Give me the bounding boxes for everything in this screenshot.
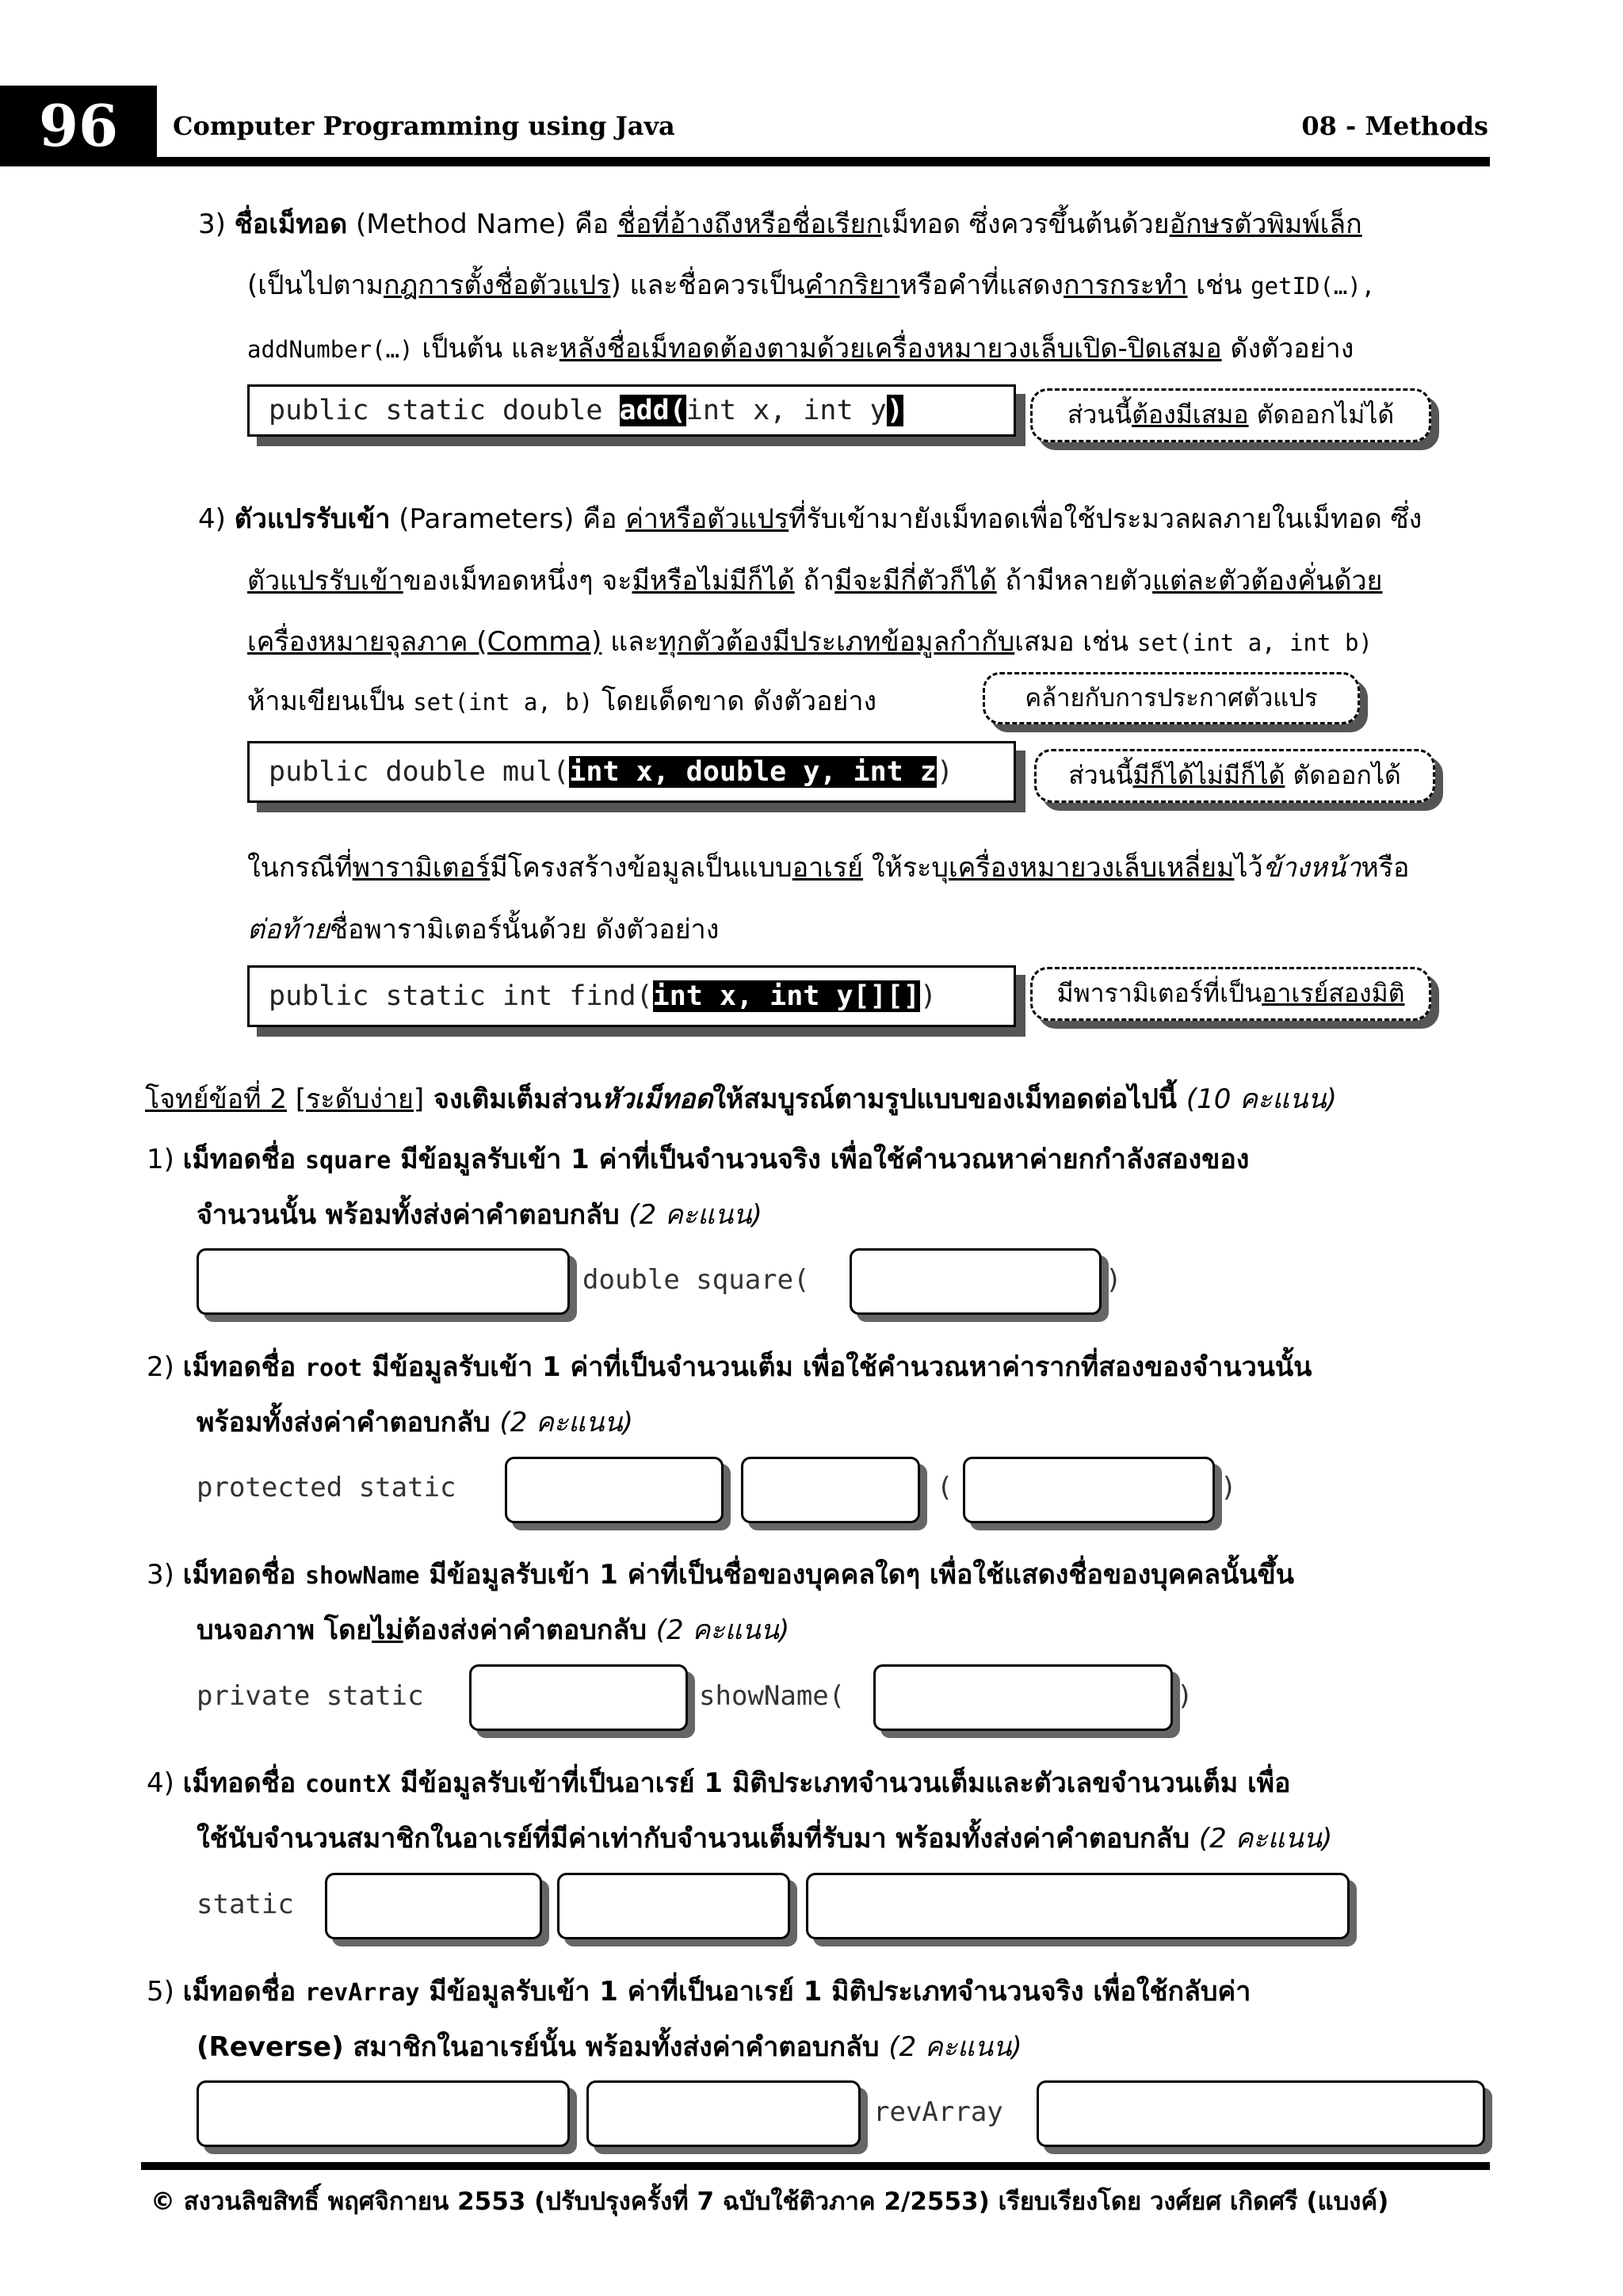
item4-underline: ทุกตัวต้องมีประเภทข้อมูลกำกับ: [659, 626, 1015, 658]
q5-line1: [147, 1972, 1251, 2013]
item4-en: (Parameters): [399, 503, 575, 535]
q3-return-type-input[interactable]: [469, 1664, 688, 1731]
q2-code-modifiers: protected static: [197, 1472, 456, 1503]
method-name: revArray: [305, 1979, 420, 2007]
question-text: ต้องส่งค่าคำตอบกลับ: [403, 1614, 656, 1646]
item3-text: เช่น: [1187, 269, 1251, 301]
question-score: (2 คะแนน): [499, 1407, 633, 1438]
method-name: square: [305, 1147, 391, 1175]
q1-code-method: double square(: [582, 1264, 810, 1296]
para-text: ในกรณีที่: [247, 852, 353, 884]
q1-parameter-input[interactable]: [850, 1248, 1102, 1315]
item4-line2: [247, 561, 1382, 601]
callout-underline: ต้องมีเสมอ: [1132, 399, 1249, 430]
question-text: พร้อมทั้งส่งค่าคำตอบกลับ: [197, 1407, 500, 1438]
item3-title: ชื่อเม็ทอด: [234, 208, 348, 240]
chapter-title: 08 - Methods: [1301, 111, 1488, 141]
question-number: 1): [147, 1144, 174, 1175]
item4-underline: มีหรือไม่มีก็ได้: [632, 565, 795, 597]
question-score: (2 คะแนน): [1198, 1823, 1333, 1855]
question-text: มีข้อมูลรับเข้า 1 ค่าที่เป็นจำนวนเต็ม เพื่อใช้คำนวณหาค่ารากที่สองของจำนวนนั้น: [362, 1351, 1312, 1383]
question-text: เม็ทอดชื่อ: [182, 1559, 305, 1591]
code-text: int x, int y: [685, 395, 887, 426]
q3-line2: [197, 1610, 789, 1650]
code-example-find: [247, 965, 1016, 1027]
item4-text: ของเม็ทอดหนึ่งๆ จะ: [403, 565, 632, 597]
q4-line1: [147, 1763, 1290, 1805]
q2-line1: [147, 1347, 1312, 1389]
callout-text: มีพารามิเตอร์ที่เป็น: [1056, 978, 1262, 1008]
callout-text: ตัดออกไม่ได้: [1248, 399, 1395, 430]
code-text: public static int find(: [269, 980, 653, 1012]
code-text: ): [936, 756, 953, 788]
code-highlight: add(: [619, 395, 686, 426]
question-text: มีข้อมูลรับเข้า 1 ค่าที่เป็นอาเรย์ 1 มิติประเภทจำนวนจริง เพื่อใช้กลับค่า: [419, 1976, 1251, 2008]
item4-text: ถ้า: [794, 565, 835, 597]
item4-text: และ: [601, 626, 659, 658]
callout-variable-declaration: [983, 672, 1360, 724]
para-text: ให้ระบุ: [863, 852, 949, 884]
question-underline: ไม่: [372, 1614, 403, 1646]
callout-text: คล้ายกับการประกาศตัวแปร: [1025, 684, 1318, 712]
item4-text: ที่รับเข้ามายังเม็ทอดเพื่อใช้ประมวลผลภายในเม็ทอด ซึ่ง: [789, 503, 1423, 535]
question-number: 2): [147, 1351, 174, 1383]
q4-code-modifier: static: [197, 1889, 294, 1920]
question-number: 3): [147, 1559, 174, 1591]
para-text: หรือ: [1361, 852, 1410, 884]
question-text: จำนวนนั้น พร้อมทั้งส่งค่าคำตอบกลับ: [197, 1199, 629, 1231]
header-rule: [157, 157, 1490, 166]
para-underline: เครื่องหมายวงเล็บเหลี่ยม: [949, 852, 1235, 884]
item3-underline: หลังชื่อเม็ทอดต้องตามด้วยเครื่องหมายวงเล็บเปิด-ปิดเสมอ: [559, 333, 1222, 365]
code-example-add: [247, 384, 1016, 437]
item4-underline: ตัวแปรรับเข้า: [247, 565, 403, 597]
item4-line1: [198, 499, 1422, 539]
callout-required: [1030, 388, 1431, 442]
item3-underline: อักษรตัวพิมพ์เล็ก: [1169, 208, 1362, 240]
question-text: มีข้อมูลรับเข้า 1 ค่าที่เป็นชื่อของบุคคลใดๆ เพื่อใช้แสดงชื่อของบุคคลนั้นขึ้น: [419, 1559, 1295, 1591]
q5-parameters-input[interactable]: [1037, 2080, 1485, 2147]
exercise-score: (10 คะแนน): [1186, 1083, 1337, 1115]
item3-line2: [247, 266, 1375, 306]
footer-copyright: © สงวนลิขสิทธิ์ พฤศจิกายน 2553 (ปรับปรุงครั้งที่ 7 ฉบับใช้ติวภาค 2/2553) เรียบเรียงโดย วงศ์ยศ เกิดศรี (แบงค์): [151, 2187, 1389, 2216]
item4-text: คือ: [574, 503, 626, 535]
item3-text: ) และชื่อควรเป็น: [610, 269, 805, 301]
item3-en: (Method Name): [355, 208, 567, 240]
code-highlight: ): [886, 395, 903, 426]
exercise-italic: หัวเม็ทอด: [601, 1083, 713, 1115]
q2-method-name-input[interactable]: [741, 1457, 920, 1523]
item3-text: (เป็นไปตาม: [247, 269, 384, 301]
item4-title: ตัวแปรรับเข้า: [234, 503, 391, 535]
callout-text: ส่วนนี้: [1067, 399, 1132, 430]
q2-parameter-input[interactable]: [963, 1457, 1215, 1523]
question-score: (2 คะแนน): [888, 2031, 1022, 2063]
q1-code-close: ): [1106, 1264, 1122, 1296]
item4-number: 4): [198, 503, 226, 535]
callout-underline: อาเรย์สองมิติ: [1262, 978, 1405, 1008]
item4-text: ห้ามเขียนเป็น: [247, 686, 414, 717]
q1-return-type-input[interactable]: [197, 1248, 570, 1315]
item3-text: หรือคำที่แสดง: [899, 269, 1064, 301]
callout-text: ตัดออกได้: [1285, 760, 1401, 790]
para-underline: อาเรย์: [792, 852, 864, 884]
para-underline: พารามิเตอร์: [352, 852, 491, 884]
exercise-text: จงเติมเต็มส่วน: [424, 1083, 601, 1115]
method-name: countX: [305, 1771, 391, 1798]
question-score: (2 คะแนน): [655, 1614, 790, 1646]
para-text: ชื่อพารามิเตอร์นั้นด้วย ดังตัวอย่าง: [329, 914, 720, 946]
question-text: มีข้อมูลรับเข้าที่เป็นอาเรย์ 1 มิติประเภทจำนวนเต็มและตัวเลขจำนวนเต็ม เพื่อ: [391, 1767, 1291, 1799]
item3-text: เป็นต้น และ: [413, 333, 559, 365]
item4-text: ถ้ามีหลายตัว: [996, 565, 1153, 597]
q3-code-close: ): [1177, 1680, 1193, 1712]
item4-line4: [247, 682, 876, 722]
item3-underline: ชื่อที่อ้างถึงหรือชื่อเรียก: [617, 208, 883, 240]
item3-line3: [247, 329, 1354, 369]
q5-code-method: revArray: [873, 2096, 1003, 2128]
inline-code: addNumber(…): [247, 336, 414, 363]
exercise-heading: [145, 1079, 1337, 1119]
item4-line3: [247, 622, 1373, 663]
question-score: (2 คะแนน): [628, 1199, 762, 1231]
footer-rule: [141, 2162, 1490, 2170]
q3-parameter-input[interactable]: [873, 1664, 1173, 1731]
q2-code-open: (: [937, 1472, 953, 1503]
code-highlight: int x, double y, int z: [569, 756, 937, 788]
q2-return-type-input[interactable]: [505, 1457, 724, 1523]
item3-underline: กฎการตั้งชื่อตัวแปร: [383, 269, 611, 301]
item3-text: เม็ทอด ซึ่งควรขึ้นต้นด้วย: [882, 208, 1170, 240]
inline-code: getID(…),: [1251, 273, 1376, 300]
item3-line1: [198, 204, 1362, 244]
callout-2d-array: [1030, 967, 1431, 1021]
array-param-line2: [247, 910, 719, 949]
q3-line1: [147, 1555, 1294, 1596]
page-number: 96: [38, 92, 119, 159]
question-text: (Reverse) สมาชิกในอาเรย์นั้น พร้อมทั้งส่งค่าคำตอบกลับ: [197, 2031, 889, 2063]
question-text: เม็ทอดชื่อ: [182, 1976, 305, 2008]
q2-code-close: ): [1220, 1472, 1237, 1503]
callout-text: ส่วนนี้: [1068, 760, 1133, 790]
item3-underline: คำกริยา: [804, 269, 900, 301]
code-example-mul: [247, 741, 1016, 803]
q3-code-modifiers: private static: [197, 1680, 424, 1712]
q4-parameters-input[interactable]: [806, 1873, 1350, 1939]
question-text: เม็ทอดชื่อ: [182, 1144, 305, 1175]
q1-line1: [147, 1140, 1249, 1181]
item4-underline: เครื่องหมายจุลภาค (Comma): [247, 626, 602, 658]
question-number: 4): [147, 1767, 174, 1799]
question-text: มีข้อมูลรับเข้า 1 ค่าที่เป็นจำนวนจริง เพื่อใช้คำนวณหาค่ายกกำลังสองของ: [391, 1144, 1250, 1175]
q4-line2: [197, 1819, 1332, 1859]
exercise-level: [ระดับง่าย]: [295, 1083, 425, 1115]
inline-code: set(int a, int b): [1137, 629, 1373, 656]
exercise-text: ให้สมบูรณ์ตามรูปแบบของเม็ทอดต่อไปนี้: [712, 1083, 1186, 1115]
item3-text: คือ: [574, 208, 609, 240]
item4-underline: มีจะมีกี่ตัวก็ได้: [834, 565, 997, 597]
code-text: ): [919, 980, 937, 1012]
q3-code-method: showName(: [699, 1680, 846, 1712]
question-text: ใช้นับจำนวนสมาชิกในอาเรย์ที่มีค่าเท่ากับจำนวนเต็มที่รับมา พร้อมทั้งส่งค่าคำตอบกลับ: [197, 1823, 1199, 1855]
inline-code: set(int a, b): [413, 689, 594, 716]
book-title: Computer Programming using Java: [173, 111, 675, 141]
question-text: บนจอภาพ โดย: [197, 1614, 372, 1646]
q5-modifier-input[interactable]: [586, 2080, 861, 2147]
question-text: เม็ทอดชื่อ: [182, 1351, 305, 1383]
item3-text: ดังตัวอย่าง: [1221, 333, 1354, 365]
q4-return-type-input[interactable]: [325, 1873, 542, 1939]
method-name: root: [305, 1354, 363, 1382]
item4-text: โดยเด็ดขาด ดังตัวอย่าง: [593, 686, 877, 717]
para-text: มีโครงสร้างข้อมูลเป็นแบบ: [490, 852, 792, 884]
q1-line2: [197, 1195, 762, 1235]
code-highlight: int x, int y[][]: [652, 980, 920, 1012]
para-italic: ต่อท้าย: [247, 914, 330, 946]
q2-line2: [197, 1403, 633, 1442]
q5-line2: [197, 2027, 1022, 2067]
method-name: showName: [305, 1562, 420, 1590]
question-text: เม็ทอดชื่อ: [182, 1767, 305, 1799]
callout-optional: [1034, 749, 1435, 803]
callout-underline: มีก็ได้ไม่มีก็ได้: [1132, 760, 1285, 790]
code-text: public double mul(: [269, 756, 570, 788]
q4-method-name-input[interactable]: [557, 1873, 790, 1939]
para-text: ไว้: [1234, 852, 1263, 884]
item4-text: เสมอ เช่น: [1014, 626, 1138, 658]
array-param-line1: [247, 848, 1409, 888]
para-italic: ข้างหน้า: [1262, 852, 1361, 884]
item4-underline: ค่าหรือตัวแปร: [625, 503, 789, 535]
item4-underline: แต่ละตัวต้องคั่นด้วย: [1152, 565, 1383, 597]
q5-return-type-input[interactable]: [197, 2080, 570, 2147]
question-number: 5): [147, 1976, 174, 2008]
item3-number: 3): [198, 208, 226, 240]
code-text: public static double: [269, 395, 620, 426]
exercise-label: โจทย์ข้อที่ 2: [145, 1083, 288, 1115]
item3-underline: การกระทำ: [1063, 269, 1188, 301]
